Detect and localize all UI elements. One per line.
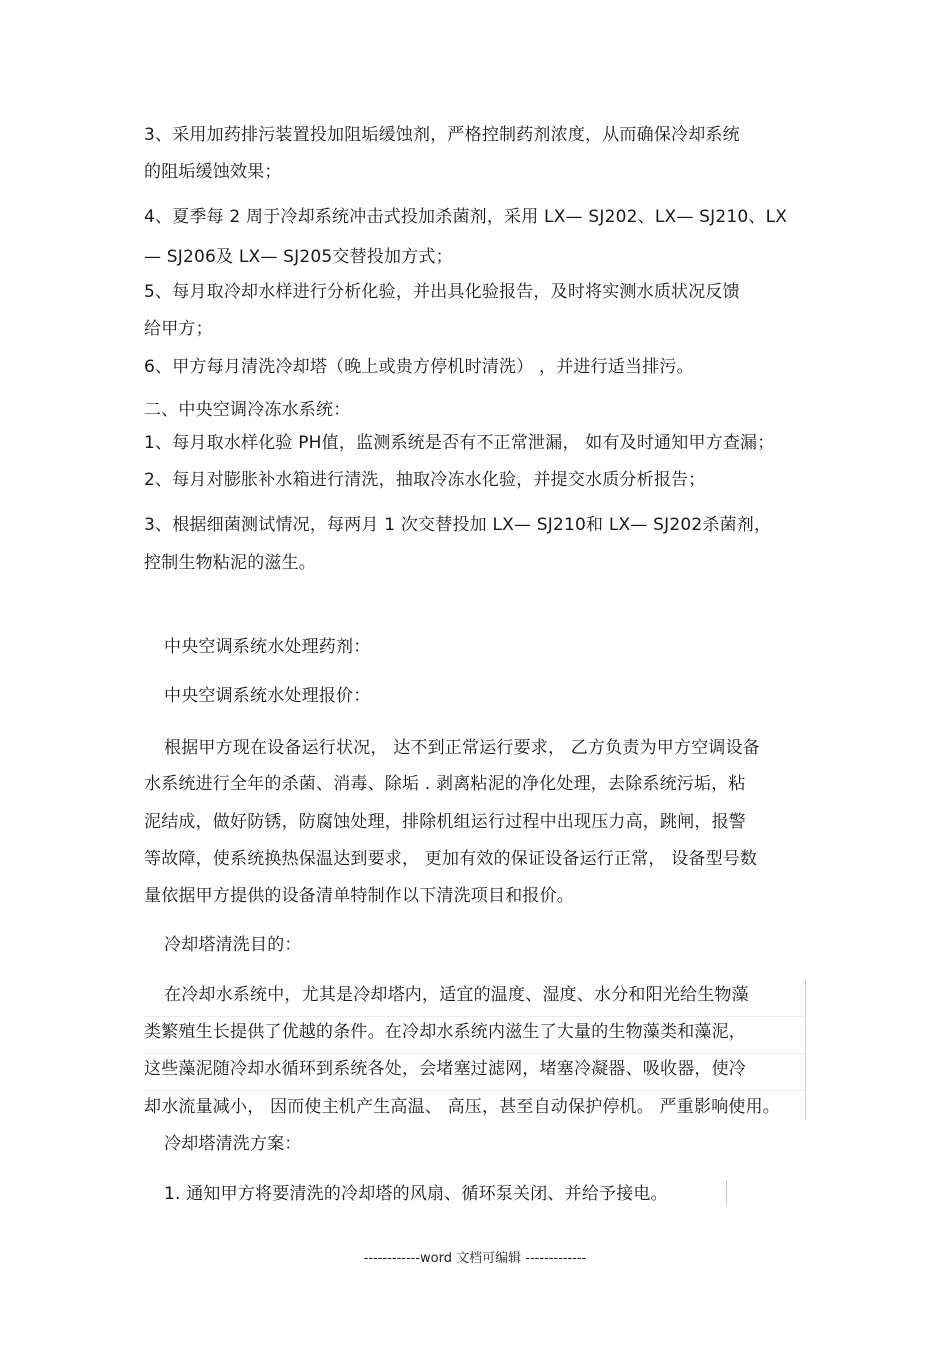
- text-line: 给甲方；: [144, 319, 213, 339]
- text-line: 4、夏季每 2 周于冷却系统冲击式投加杀菌剂，采用 LX— SJ202、LX— SJ210、LX: [144, 207, 788, 227]
- text-line: 控制生物粘泥的滋生。: [144, 553, 316, 573]
- subheading: 冷却塔清洗方案：: [164, 1134, 302, 1154]
- paragraph-line: 在冷却水系统中，尤其是冷却塔内，适宜的温度、湿度、水分和阳光给生物藻: [164, 985, 749, 1005]
- cell-border: [144, 1090, 805, 1091]
- text-line: 的阻垢缓蚀效果；: [144, 162, 282, 182]
- text-line: 5、每月取冷却水样进行分析化验，并出具化验报告，及时将实测水质状况反馈: [144, 282, 740, 302]
- paragraph-line: 类繁殖生长提供了优越的条件。在冷却水系统内滋生了大量的生物藻类和藻泥，: [144, 1022, 746, 1042]
- text-line: 3、采用加药排污装置投加阻垢缓蚀剂，严格控制药剂浓度，从而确保冷却系统: [144, 125, 740, 145]
- paragraph-line: 水系统进行全年的杀菌、消毒、除垢 . 剥离粘泥的净化处理，去除系统污垢，粘: [144, 774, 746, 794]
- cell-border: [726, 1180, 727, 1206]
- text-line: 2、每月对膨胀补水箱进行清洗，抽取冷冻水化验，并提交水质分析报告；: [144, 470, 706, 490]
- paragraph-line: 根据甲方现在设备运行状况， 达不到正常运行要求， 乙方负责为甲方空调设备: [164, 738, 761, 758]
- text-line: 1、每月取水样化验 PH值，监测系统是否有不正常泄漏， 如有及时通知甲方查漏；: [144, 433, 775, 453]
- subheading: 冷却塔清洗目的：: [164, 935, 302, 955]
- text-line: — SJ206及 LX— SJ205交替投加方式；: [144, 247, 453, 267]
- page-footer: ------------word 文档可编辑 -------------: [363, 1251, 587, 1266]
- paragraph-line: 却水流量减小， 因而使主机产生高温、 高压，甚至自动保护停机。 严重影响使用。: [144, 1097, 781, 1117]
- paragraph-line: 等故障，使系统换热保温达到要求， 更加有效的保证设备运行正常， 设备型号数: [144, 849, 758, 869]
- subheading: 中央空调系统水处理药剂：: [164, 637, 371, 657]
- cell-border: [805, 980, 806, 1120]
- subheading: 中央空调系统水处理报价：: [164, 686, 371, 706]
- text-line: 6、甲方每月清洗冷却塔（晚上或贵方停机时清洗） ，并进行适当排污。: [144, 357, 694, 377]
- paragraph-line: 量依据甲方提供的设备清单特制作以下清洗项目和报价。: [144, 886, 574, 906]
- paragraph-line: 泥结成，做好防锈，防腐蚀处理，排除机组运行过程中出现压力高，跳闸，报警: [144, 812, 746, 832]
- cell-border: [144, 1016, 805, 1017]
- paragraph-line: 这些藻泥随冷却水循环到系统各处，会堵塞过滤网，堵塞冷凝器、吸收器，使冷: [144, 1059, 746, 1079]
- text-line: 3、根据细菌测试情况，每两月 1 次交替投加 LX— SJ210和 LX— SJ202杀菌剂，: [144, 515, 772, 535]
- text-line: 1. 通知甲方将要清洗的冷却塔的风扇、循环泵关闭、并给予接电。: [164, 1184, 668, 1204]
- section-heading: 二、中央空调冷冻水系统：: [144, 400, 351, 420]
- cell-border: [144, 1053, 805, 1054]
